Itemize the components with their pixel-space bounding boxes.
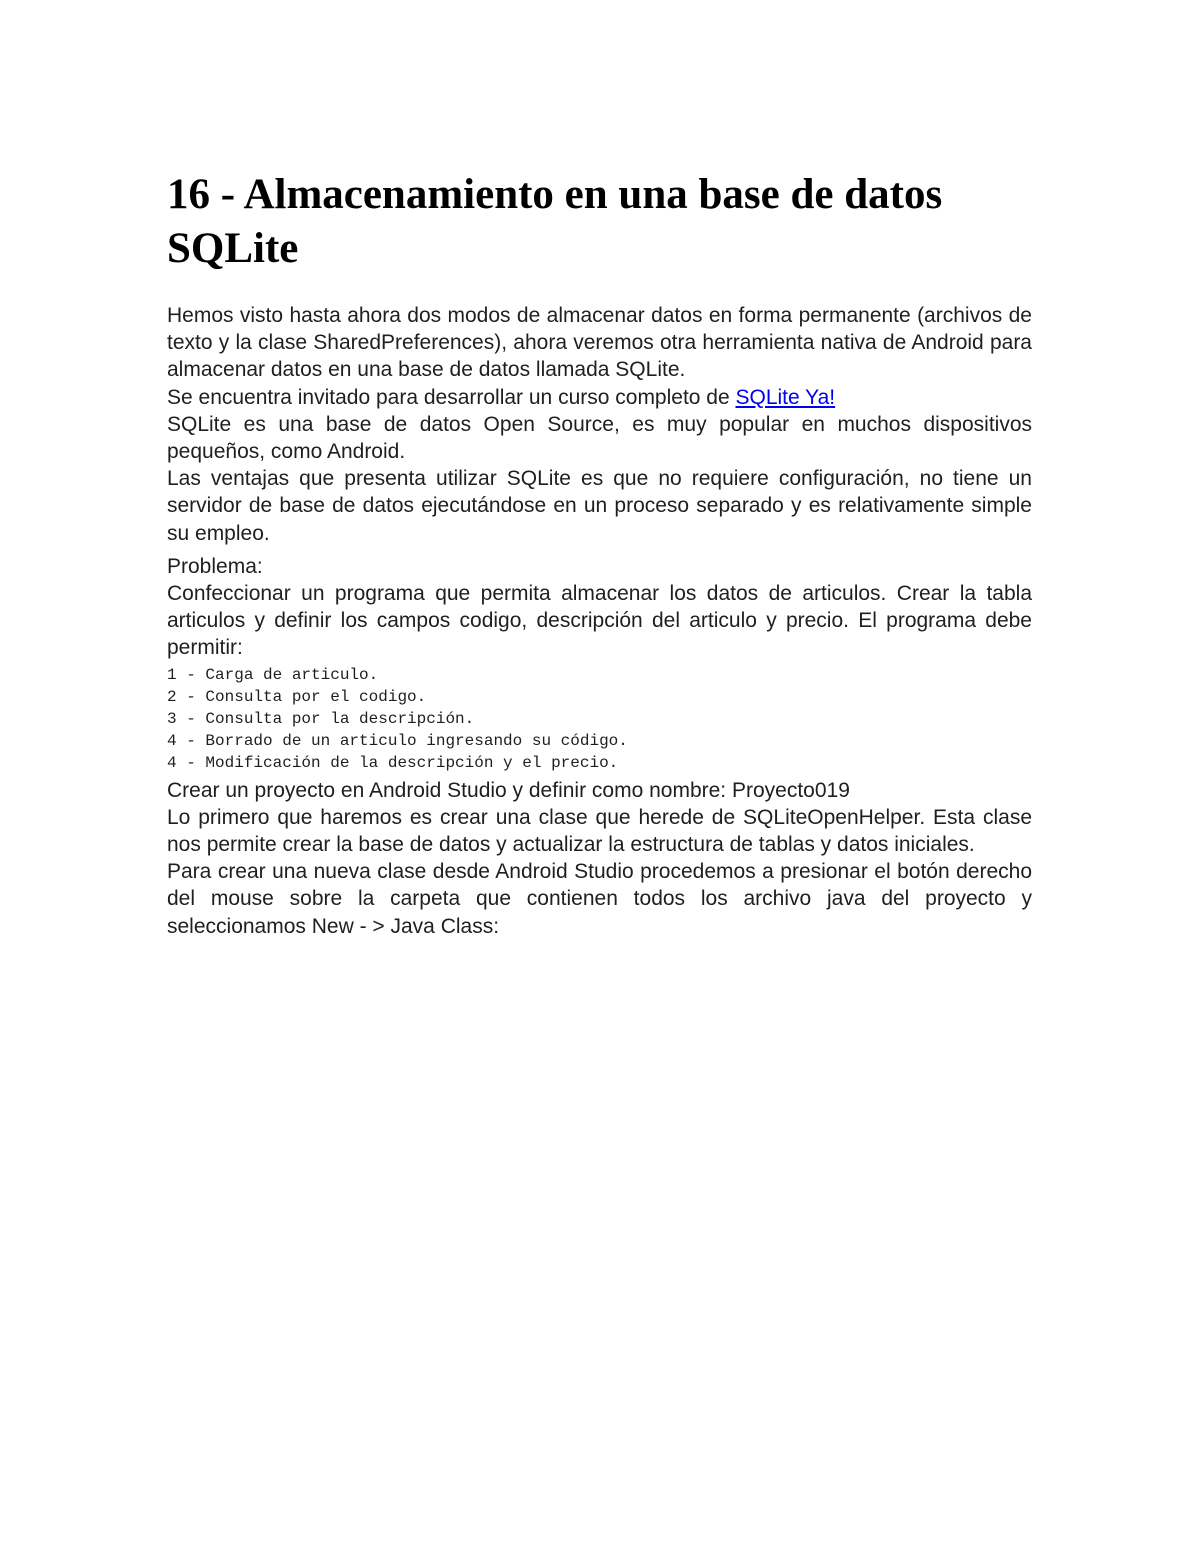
document-body bbox=[167, 302, 1032, 940]
problem-paragraph: Confeccionar un programa que permita almacenar los datos de articulos. Crear la tabla articulos y definir los campos codigo, descripción del articulo y precio. El programa debe permitir: bbox=[167, 582, 1032, 660]
code-line: 3 - Consulta por la descripción. bbox=[167, 710, 475, 729]
document-page bbox=[167, 168, 1032, 940]
intro-paragraph: Hemos visto hasta ahora dos modos de almacenar datos en forma permanente (archivos de texto y la clase SharedPreferences), ahora veremos otra herramienta nativa de Android para almacenar datos en una base de datos llamada SQLite. bbox=[167, 304, 1032, 382]
code-line: 4 - Modificación de la descripción y el precio. bbox=[167, 754, 619, 773]
problem-label: Problema: bbox=[167, 554, 263, 578]
helper-paragraph: Lo primero que haremos es crear una clase que herede de SQLiteOpenHelper. Esta clase nos permite crear la base de datos y actualizar la estructura de tablas y datos iniciales. bbox=[167, 805, 1032, 857]
sqlite-ya-link[interactable]: SQLite Ya! bbox=[735, 385, 836, 409]
opensource-paragraph: SQLite es una base de datos Open Source, es muy popular en muchos dispositivos pequeños, como Android. bbox=[167, 412, 1032, 464]
options-code-block bbox=[167, 664, 1032, 775]
new-class-paragraph: Para crear una nueva clase desde Android Studio procedemos a presionar el botón derecho del mouse sobre la carpeta que contienen todos los archivo java del proyecto y seleccionamos New - > Java Class: bbox=[167, 860, 1032, 938]
page-title: 16 - Almacenamiento en una base de datos SQLite bbox=[167, 171, 943, 272]
create-project-paragraph: Crear un proyecto en Android Studio y definir como nombre: Proyecto019 bbox=[167, 778, 850, 802]
advantages-paragraph: Las ventajas que presenta utilizar SQLite es que no requiere configuración, no tiene un servidor de base de datos ejecutándose en un proceso separado y es relativamente simple su empleo. bbox=[167, 467, 1032, 545]
invite-text: Se encuentra invitado para desarrollar un curso completo de bbox=[167, 385, 736, 409]
code-line: 4 - Borrado de un articulo ingresando su código. bbox=[167, 732, 628, 751]
code-line: 2 - Consulta por el codigo. bbox=[167, 687, 427, 706]
code-line: 1 - Carga de articulo. bbox=[167, 665, 379, 684]
invite-paragraph bbox=[167, 384, 1032, 411]
